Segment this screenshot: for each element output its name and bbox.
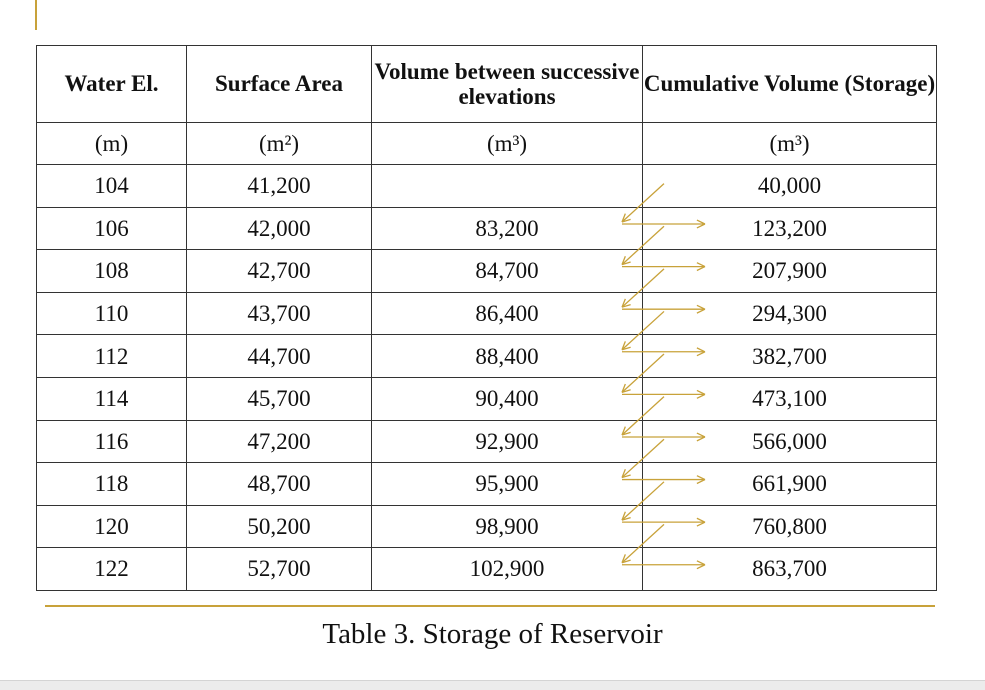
cell-volume-between: 95,900 bbox=[372, 463, 643, 506]
cell-surface-area: 52,700 bbox=[187, 548, 372, 591]
table-row bbox=[37, 420, 937, 463]
cell-water-elevation: 110 bbox=[37, 292, 187, 335]
cell-cumulative-volume: 661,900 bbox=[643, 463, 937, 506]
cell-volume-between bbox=[372, 165, 643, 208]
table-caption: Table 3. Storage of Reservoir bbox=[322, 618, 663, 650]
storage-table-container bbox=[36, 45, 936, 594]
cell-surface-area: 47,200 bbox=[187, 420, 372, 463]
cell-water-elevation: 118 bbox=[37, 463, 187, 506]
header-surface-area: Surface Area bbox=[187, 46, 372, 123]
cell-water-elevation: 104 bbox=[37, 165, 187, 208]
unit-cumulative-volume: (m³) bbox=[643, 123, 937, 165]
table-row bbox=[37, 165, 937, 208]
header-water-elevation: Water El. bbox=[37, 46, 187, 123]
cell-water-elevation: 120 bbox=[37, 505, 187, 548]
storage-table bbox=[36, 45, 937, 591]
cell-volume-between: 88,400 bbox=[372, 335, 643, 378]
cell-cumulative-volume: 294,300 bbox=[643, 292, 937, 335]
cell-surface-area: 41,200 bbox=[187, 165, 372, 208]
cell-cumulative-volume: 566,000 bbox=[643, 420, 937, 463]
cell-surface-area: 42,000 bbox=[187, 207, 372, 250]
header-row bbox=[37, 46, 937, 123]
units-row bbox=[37, 123, 937, 165]
cell-surface-area: 44,700 bbox=[187, 335, 372, 378]
cell-cumulative-volume: 863,700 bbox=[643, 548, 937, 591]
cell-volume-between: 102,900 bbox=[372, 548, 643, 591]
cell-surface-area: 45,700 bbox=[187, 377, 372, 420]
accent-bar bbox=[35, 0, 37, 30]
cell-volume-between: 92,900 bbox=[372, 420, 643, 463]
table-row bbox=[37, 377, 937, 420]
cell-water-elevation: 112 bbox=[37, 335, 187, 378]
caption-rule bbox=[45, 605, 935, 607]
cell-cumulative-volume: 40,000 bbox=[643, 165, 937, 208]
cell-cumulative-volume: 123,200 bbox=[643, 207, 937, 250]
table-row bbox=[37, 463, 937, 506]
cell-water-elevation: 122 bbox=[37, 548, 187, 591]
cell-cumulative-volume: 382,700 bbox=[643, 335, 937, 378]
cell-volume-between: 98,900 bbox=[372, 505, 643, 548]
cell-cumulative-volume: 207,900 bbox=[643, 250, 937, 293]
header-volume-between: Volume between successive elevations bbox=[372, 46, 643, 123]
cell-water-elevation: 108 bbox=[37, 250, 187, 293]
table-row bbox=[37, 505, 937, 548]
cell-volume-between: 83,200 bbox=[372, 207, 643, 250]
table-row bbox=[37, 335, 937, 378]
cell-surface-area: 50,200 bbox=[187, 505, 372, 548]
cell-surface-area: 43,700 bbox=[187, 292, 372, 335]
unit-surface-area: (m²) bbox=[187, 123, 372, 165]
cell-water-elevation: 106 bbox=[37, 207, 187, 250]
cell-cumulative-volume: 473,100 bbox=[643, 377, 937, 420]
cell-cumulative-volume: 760,800 bbox=[643, 505, 937, 548]
unit-volume-between: (m³) bbox=[372, 123, 643, 165]
cell-water-elevation: 116 bbox=[37, 420, 187, 463]
table-row bbox=[37, 548, 937, 591]
table-row bbox=[37, 292, 937, 335]
cell-surface-area: 42,700 bbox=[187, 250, 372, 293]
header-cumulative-volume: Cumulative Volume (Storage) bbox=[643, 46, 937, 123]
cell-volume-between: 90,400 bbox=[372, 377, 643, 420]
unit-water-elevation: (m) bbox=[37, 123, 187, 165]
cell-water-elevation: 114 bbox=[37, 377, 187, 420]
cell-volume-between: 86,400 bbox=[372, 292, 643, 335]
cell-surface-area: 48,700 bbox=[187, 463, 372, 506]
table-row bbox=[37, 250, 937, 293]
cell-volume-between: 84,700 bbox=[372, 250, 643, 293]
table-row bbox=[37, 207, 937, 250]
